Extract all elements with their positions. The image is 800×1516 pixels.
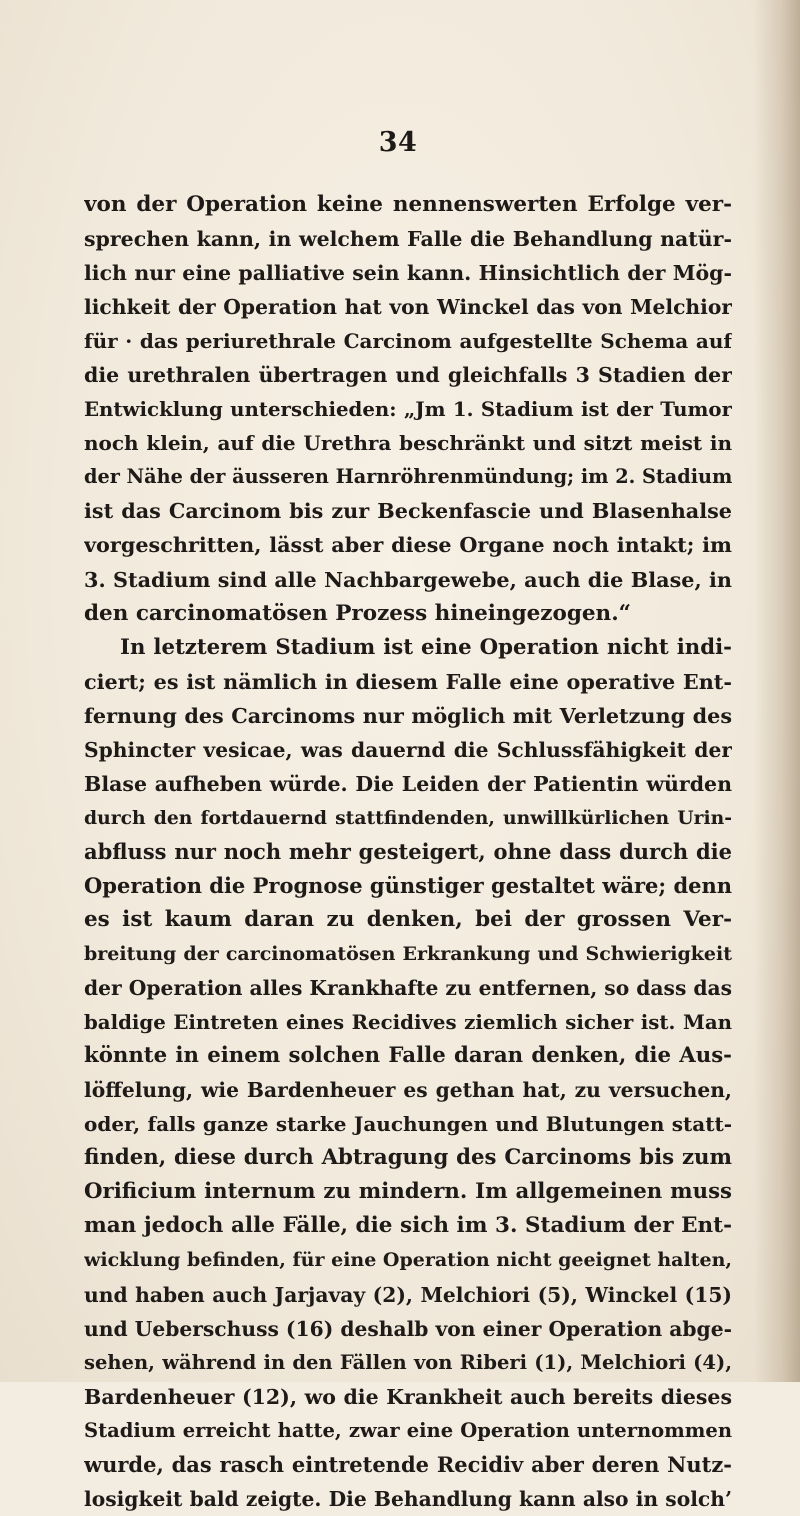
text-line: Orificium internum zu mindern. Im allgemeinen muss	[84, 1179, 732, 1205]
text-line: von der Operation keine nennenswerten Erfolge ver-	[84, 192, 732, 217]
text-line: die urethralen übertragen und gleichfalls 3 Stadien der	[84, 363, 732, 388]
text-line: sehen, während in den Fällen von Riberi (1), Melchiori (4),	[84, 1350, 732, 1374]
text-line: fernung des Carcinoms nur möglich mit Verletzung des	[84, 703, 732, 728]
text-line: Entwicklung unterschieden: „Jm 1. Stadium ist der Tumor	[84, 397, 732, 422]
text-line: wurde, das rasch eintretende Recidiv aber deren Nutz-	[84, 1451, 732, 1477]
text-line: Bardenheuer (12), wo die Krankheit auch bereits dieses	[84, 1384, 732, 1409]
page-number: 34	[378, 127, 418, 158]
text-line: der Operation alles Krankhafte zu entfernen, so dass das	[84, 976, 732, 1001]
text-line: für · das periurethrale Carcinom aufgestellte Schema auf	[84, 329, 732, 354]
text-line: könnte in einem solchen Falle daran denken, die Aus-	[84, 1043, 732, 1069]
text-line: Blase aufheben würde. Die Leiden der Patientin würden	[84, 771, 732, 796]
text-line: Sphincter vesicae, was dauernd die Schlussfähigkeit der	[84, 737, 732, 762]
text-line: den carcinomatösen Prozess hineingezogen.“	[84, 600, 632, 626]
text-line: und Ueberschuss (16) deshalb von einer Operation abge-	[84, 1316, 732, 1341]
text-line: Operation die Prognose günstiger gestaltet wäre; denn	[84, 872, 732, 898]
text-line: vorgeschritten, lässt aber diese Organe noch intakt; im	[84, 533, 732, 558]
text-line: noch klein, auf die Urethra beschränkt und sitzt meist in	[84, 431, 732, 456]
text-line: ist das Carcinom bis zur Beckenfascie und Blasenhalse	[84, 499, 732, 524]
text-line: breitung der carcinomatösen Erkrankung und Schwierigkeit	[84, 943, 732, 966]
page-edge-shadow	[754, 0, 800, 1382]
text-line: In letzterem Stadium ist eine Operation nicht indi-	[120, 634, 732, 660]
text-line: man jedoch alle Fälle, die sich im 3. Stadium der Ent-	[84, 1213, 732, 1239]
text-line: ciert; es ist nämlich in diesem Falle eine operative Ent-	[84, 669, 732, 694]
text-line: baldige Eintreten eines Recidives ziemlich sicher ist. Man	[84, 1010, 732, 1035]
text-line: sprechen kann, in welchem Falle die Behandlung natür-	[84, 227, 732, 252]
text-line: 3. Stadium sind alle Nachbargewebe, auch die Blase, in	[84, 567, 732, 592]
text-line: löffelung, wie Bardenheuer es gethan hat, zu versuchen,	[84, 1078, 732, 1103]
text-line: abfluss nur noch mehr gesteigert, ohne dass durch die	[84, 838, 732, 864]
text-line: finden, diese durch Abtragung des Carcinoms bis zum	[84, 1145, 732, 1171]
body-text	[84, 188, 732, 1516]
text-line: der Nähe der äusseren Harnröhrenmündung; im 2. Stadium	[84, 465, 732, 489]
text-line: und haben auch Jarjavay (2), Melchiori (5), Winckel (15)	[84, 1282, 732, 1307]
text-line: lichkeit der Operation hat von Winckel das von Melchior	[84, 295, 732, 320]
text-line: oder, falls ganze starke Jauchungen und Blutungen statt-	[84, 1112, 732, 1137]
text-line: lich nur eine palliative sein kann. Hinsichtlich der Mög-	[84, 261, 732, 286]
text-line: wicklung befinden, für eine Operation nicht geeignet halten,	[84, 1249, 732, 1272]
text-line: durch den fortdauernd stattfindenden, unwillkürlichen Urin-	[84, 806, 732, 829]
text-line: es ist kaum daran zu denken, bei der grossen Ver-	[84, 906, 732, 932]
text-line: Stadium erreicht hatte, zwar eine Operation unternommen	[84, 1418, 732, 1442]
text-line: losigkeit bald zeigte. Die Behandlung kann also in solch’	[84, 1486, 732, 1511]
